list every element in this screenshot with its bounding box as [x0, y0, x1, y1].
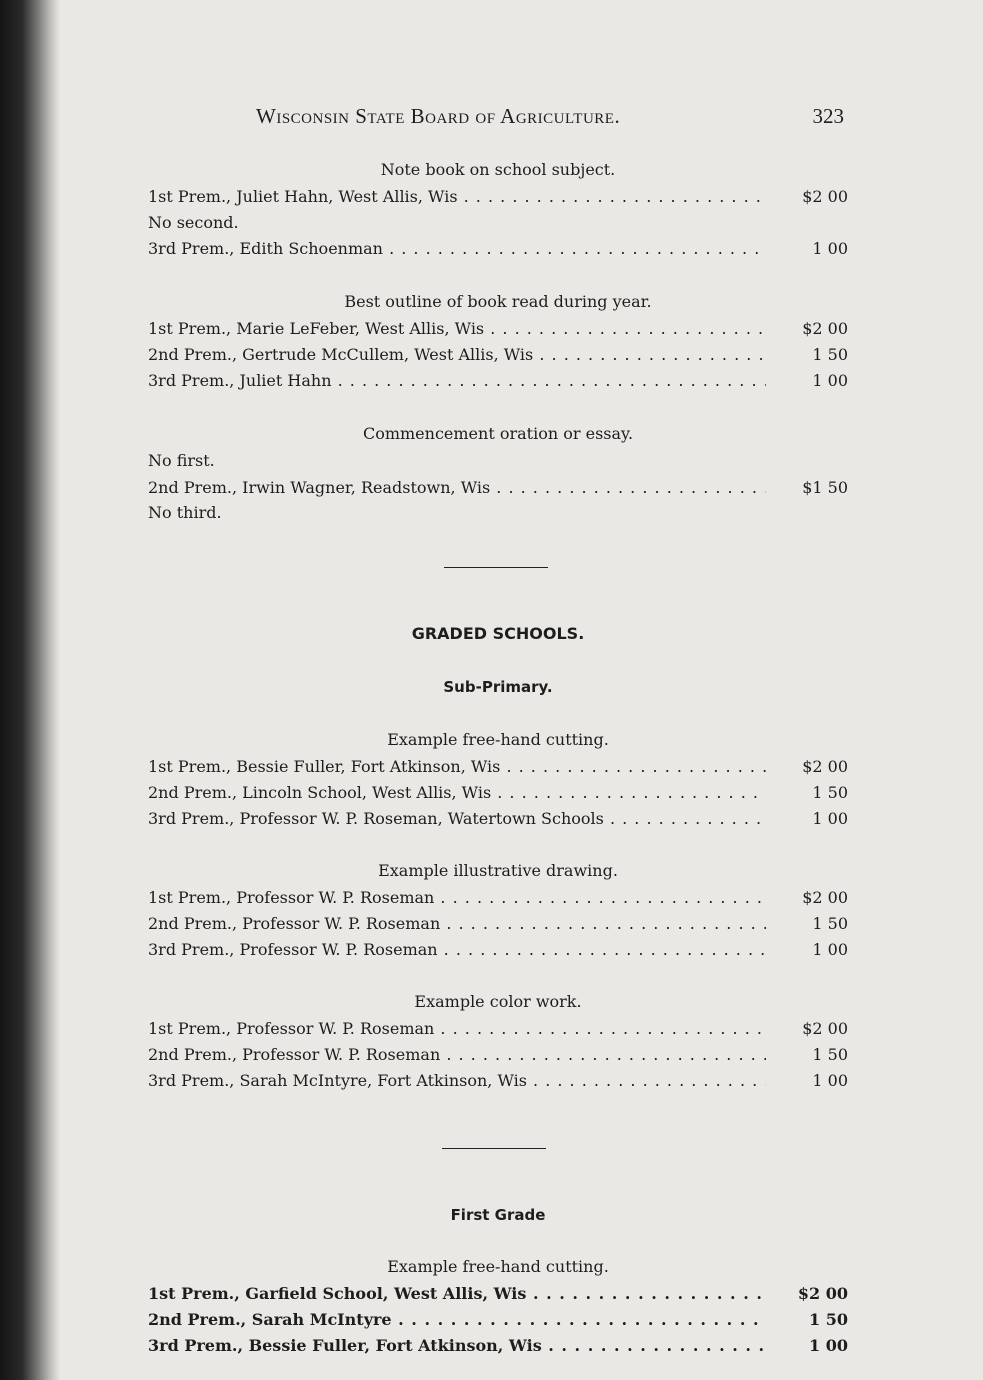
award-text: 2nd Prem., Professor W. P. Roseman . . . — [148, 1044, 766, 1066]
award-row — [148, 212, 848, 234]
award-amount: 1 00 — [812, 940, 848, 959]
section-title-commencement: Commencement oration or essay. — [362, 424, 634, 443]
award-text: No second. — [148, 213, 239, 232]
award-text: 2nd Prem., Gertrude McCullem, West Allis, Wis . . . — [148, 344, 766, 366]
graded-schools-heading: GRADED SCHOOLS. — [411, 624, 585, 643]
book-binding-shadow — [0, 0, 60, 1380]
award-row — [148, 450, 848, 472]
award-amount: 1 00 — [809, 1336, 848, 1355]
award-row — [148, 1335, 848, 1357]
award-text: 2nd Prem., Lincoln School, West Allis, Wis . . . — [148, 782, 766, 804]
award-text: 3rd Prem., Bessie Fuller, Fort Atkinson, Wis . . . — [148, 1335, 766, 1357]
award-text: 2nd Prem., Irwin Wagner, Readstown, Wis . . . — [148, 477, 766, 499]
award-text: 1st Prem., Professor W. P. Roseman . . . — [148, 1018, 766, 1040]
award-amount: 1 00 — [812, 239, 848, 258]
award-amount: $2 00 — [802, 888, 848, 907]
section-divider — [444, 567, 548, 568]
award-row — [148, 756, 848, 778]
award-text: 1st Prem., Marie LeFeber, West Allis, Wis . . . — [148, 318, 766, 340]
award-text: 2nd Prem., Sarah McIntyre . . . — [148, 1309, 766, 1331]
award-row — [148, 1018, 848, 1040]
section-title-book-outline: Best outline of book read during year. — [344, 292, 652, 311]
award-row — [148, 1283, 848, 1305]
award-row — [148, 939, 848, 961]
award-amount: 1 50 — [812, 345, 848, 364]
header-title: Wisconsin State Board of Agriculture. — [256, 104, 621, 128]
first-grade-heading: First Grade — [450, 1206, 546, 1224]
award-row — [148, 808, 848, 830]
running-header — [148, 104, 848, 134]
award-text: 1st Prem., Juliet Hahn, West Allis, Wis . . . — [148, 186, 766, 208]
award-row — [148, 1309, 848, 1331]
award-row — [148, 1070, 848, 1092]
award-row — [148, 238, 848, 260]
page-number: 323 — [812, 104, 844, 128]
award-amount: 1 00 — [812, 1071, 848, 1090]
award-row — [148, 502, 848, 524]
section-divider — [442, 1148, 546, 1149]
award-amount: $2 00 — [802, 319, 848, 338]
section-title-free-hand-cutting-first-grade: Example free-hand cutting. — [387, 1257, 609, 1276]
award-text: No third. — [148, 503, 222, 522]
award-text: 1st Prem., Professor W. P. Roseman . . . — [148, 887, 766, 909]
award-row — [148, 887, 848, 909]
award-amount: $1 50 — [802, 478, 848, 497]
award-amount: 1 00 — [812, 371, 848, 390]
award-row — [148, 477, 848, 499]
section-title-illustrative-drawing: Example illustrative drawing. — [378, 861, 618, 880]
award-amount: $2 00 — [802, 1019, 848, 1038]
award-row — [148, 344, 848, 366]
section-title-note-book: Note book on school subject. — [380, 160, 616, 179]
award-text: 3rd Prem., Edith Schoenman . . . — [148, 238, 766, 260]
sub-primary-heading: Sub-Primary. — [443, 678, 553, 696]
award-amount: 1 50 — [809, 1310, 848, 1329]
award-text: 3rd Prem., Professor W. P. Roseman . . . — [148, 939, 766, 961]
award-amount: 1 50 — [812, 1045, 848, 1064]
award-text: 1st Prem., Garfield School, West Allis, Wis . . . — [148, 1283, 766, 1305]
award-amount: 1 00 — [812, 809, 848, 828]
award-amount: 1 50 — [812, 783, 848, 802]
award-row — [148, 186, 848, 208]
section-title-color-work: Example color work. — [414, 992, 582, 1011]
award-row — [148, 370, 848, 392]
award-text: 2nd Prem., Professor W. P. Roseman . . . — [148, 913, 766, 935]
section-title-free-hand-cutting: Example free-hand cutting. — [387, 730, 609, 749]
award-amount: $2 00 — [797, 1284, 848, 1303]
award-row — [148, 318, 848, 340]
award-text: 3rd Prem., Professor W. P. Roseman, Watertown Schools . . . — [148, 808, 766, 830]
award-row — [148, 782, 848, 804]
award-text: No first. — [148, 451, 215, 470]
award-amount: 1 50 — [812, 914, 848, 933]
award-amount: $2 00 — [802, 757, 848, 776]
award-text: 3rd Prem., Sarah McIntyre, Fort Atkinson, Wis . . . — [148, 1070, 766, 1092]
award-text: 3rd Prem., Juliet Hahn . . . — [148, 370, 766, 392]
award-amount: $2 00 — [802, 187, 848, 206]
award-row — [148, 1044, 848, 1066]
award-text: 1st Prem., Bessie Fuller, Fort Atkinson, Wis . . . — [148, 756, 766, 778]
award-row — [148, 913, 848, 935]
